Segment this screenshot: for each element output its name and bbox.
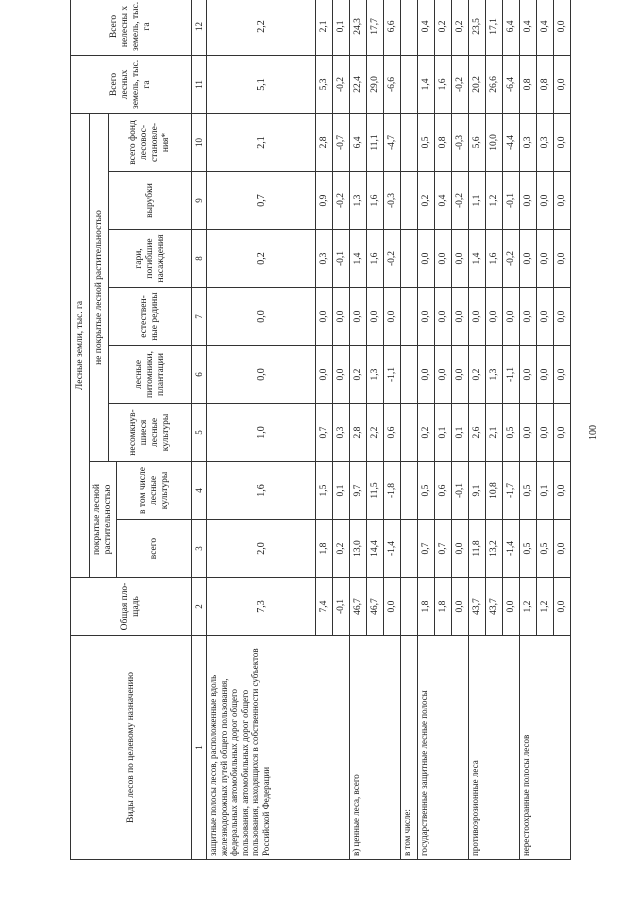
table-cell: 0,0 [418, 288, 435, 346]
table-cell: -0,2 [384, 230, 401, 288]
header-total: всего [117, 520, 192, 578]
table-body [207, 0, 571, 860]
table-cell: 2,1 [486, 404, 503, 462]
table-cell: 1,6 [367, 172, 384, 230]
table-cell: 0,7 [207, 172, 316, 230]
table-cell: -6,4 [503, 55, 520, 113]
table-cell: 6,4 [503, 0, 520, 55]
table-row [418, 0, 435, 860]
table-cell: 1,2 [486, 172, 503, 230]
table-cell: 0,5 [503, 404, 520, 462]
table-cell: 0,0 [435, 230, 452, 288]
table-cell: 0,0 [207, 346, 316, 404]
table-cell: 0,7 [316, 404, 333, 462]
table-cell: 10,8 [486, 462, 503, 520]
page-number: 100 [588, 425, 599, 440]
table-cell: 0,0 [554, 578, 571, 636]
table-cell: 11,5 [367, 462, 384, 520]
table-cell: 1,4 [350, 230, 367, 288]
table-cell: 0,0 [418, 230, 435, 288]
table-cell: 0,8 [520, 55, 537, 113]
table-cell: 0,3 [537, 113, 554, 171]
table-cell: 20,2 [469, 55, 486, 113]
table-cell: 0,9 [316, 172, 333, 230]
table-cell: 0,0 [384, 578, 401, 636]
table-cell: -0,3 [452, 113, 469, 171]
table-cell: 0,0 [503, 578, 520, 636]
table-cell: 0,0 [537, 288, 554, 346]
rotated-page [70, 0, 570, 860]
table-cell: 2,2 [207, 0, 316, 55]
table-cell: 1,3 [486, 346, 503, 404]
table-cell: 1,6 [207, 462, 316, 520]
table-cell: 0,0 [520, 230, 537, 288]
table-cell: 0,0 [554, 404, 571, 462]
table-cell: -0,2 [452, 55, 469, 113]
table-cell: 0,0 [486, 288, 503, 346]
table-cell: 1,6 [435, 55, 452, 113]
header-total-forest-lands: Всего лесных земель, тыс. га [71, 55, 192, 113]
empty-cell [401, 172, 418, 230]
empty-cell [401, 346, 418, 404]
table-cell: 0,0 [554, 113, 571, 171]
table-cell: 0,2 [207, 230, 316, 288]
table-cell: 13,0 [350, 520, 367, 578]
table-cell: -1,1 [503, 346, 520, 404]
table-cell: 0,2 [333, 520, 350, 578]
table-cell: 14,4 [367, 520, 384, 578]
table-cell: 0,0 [452, 520, 469, 578]
header-unclosed: несомкнув-шиеся лесные культуры [109, 404, 192, 462]
table-cell: 29,0 [367, 55, 384, 113]
empty-cell [401, 578, 418, 636]
table-cell: 0,0 [554, 462, 571, 520]
col-number: 2 [192, 578, 207, 636]
table-cell: 0,0 [333, 288, 350, 346]
table-cell: 0,0 [520, 172, 537, 230]
header-kind: Виды лесов по целевому назначению [71, 636, 192, 860]
table-cell: -1,4 [384, 520, 401, 578]
empty-cell [401, 288, 418, 346]
table-cell: -0,1 [333, 230, 350, 288]
table-cell: 0,1 [452, 404, 469, 462]
table-cell: 0,0 [207, 288, 316, 346]
table-cell: 0,1 [333, 462, 350, 520]
table-cell: 0,0 [520, 404, 537, 462]
table-cell: 0,0 [554, 0, 571, 55]
table-cell: 0,0 [367, 288, 384, 346]
table-cell: 0,3 [333, 404, 350, 462]
header-burned: гари, погибшие насаждения [109, 230, 192, 288]
col-number: 9 [192, 172, 207, 230]
table-cell: -0,7 [333, 113, 350, 171]
table-cell: 0,0 [469, 288, 486, 346]
table-cell: 0,0 [520, 346, 537, 404]
header-forest-lands: Лесные земли, тыс. га [71, 113, 90, 577]
table-cell: 2,8 [350, 404, 367, 462]
row-label: в) ценные леса, всего [350, 636, 401, 860]
table-cell: 1,0 [207, 404, 316, 462]
table-cell: 0,6 [435, 462, 452, 520]
table-row [520, 0, 537, 860]
header-nurseries: лесные питомники, плантации [109, 346, 192, 404]
table-cell: 0,8 [435, 113, 452, 171]
table-cell: -1,1 [384, 346, 401, 404]
table-row [401, 0, 418, 860]
table-cell: 0,0 [333, 346, 350, 404]
table-cell: 0,0 [537, 230, 554, 288]
table-cell: -0,3 [384, 172, 401, 230]
table-cell: -1,8 [384, 462, 401, 520]
table-cell: 9,1 [469, 462, 486, 520]
table-cell: 0,4 [520, 0, 537, 55]
col-number: 5 [192, 404, 207, 462]
table-cell: 1,4 [469, 230, 486, 288]
table-cell: 0,0 [554, 55, 571, 113]
empty-cell [401, 0, 418, 55]
table-cell: 0,1 [435, 404, 452, 462]
table-cell: 2,0 [207, 520, 316, 578]
table-cell: -0,1 [452, 462, 469, 520]
table-cell: 2,8 [316, 113, 333, 171]
table-cell: 1,1 [469, 172, 486, 230]
table-cell: 2,1 [316, 0, 333, 55]
table-cell: 0,3 [316, 230, 333, 288]
table-cell: -0,1 [333, 578, 350, 636]
table-cell: 2,6 [469, 404, 486, 462]
table-cell: 0,0 [554, 288, 571, 346]
table-cell: 11,8 [469, 520, 486, 578]
table-cell: 46,7 [350, 578, 367, 636]
header-covered: покрытые лесной растительностью [90, 462, 117, 578]
table-cell: 5,3 [316, 55, 333, 113]
row-label: защитные полосы лесов, расположенные вдоль железнодорожных путей общего пользования, федеральных автомобильных дорог общего пользования, автомобильных дорог общего пользования, находящихся в собственности субъектов Российской Федерации [207, 636, 350, 860]
table-cell: 0,5 [520, 520, 537, 578]
table-cell: 6,6 [384, 0, 401, 55]
table-cell: 1,4 [418, 55, 435, 113]
table-cell: 0,0 [554, 172, 571, 230]
table-cell: 0,7 [435, 520, 452, 578]
table-cell: 46,7 [367, 578, 384, 636]
table-row [469, 0, 486, 860]
col-number: 6 [192, 346, 207, 404]
table-cell: 0,2 [435, 0, 452, 55]
table-cell: 0,2 [469, 346, 486, 404]
table-cell: 0,5 [418, 113, 435, 171]
table-cell: -0,2 [503, 230, 520, 288]
col-number: 8 [192, 230, 207, 288]
row-label: государственные защитные лесные полосы [418, 636, 469, 860]
table-cell: 0,4 [418, 0, 435, 55]
table-cell: 23,5 [469, 0, 486, 55]
table-cell: 0,2 [452, 0, 469, 55]
table-cell: 17,1 [486, 0, 503, 55]
table-cell: 1,2 [537, 578, 554, 636]
empty-cell [401, 404, 418, 462]
col-number: 7 [192, 288, 207, 346]
table-cell: 0,0 [554, 346, 571, 404]
table-cell: 0,0 [503, 288, 520, 346]
table-cell: 1,5 [316, 462, 333, 520]
table-cell: 9,7 [350, 462, 367, 520]
table-cell: -0,2 [333, 172, 350, 230]
table-row [350, 0, 367, 860]
header-fund-restore: всего фонд лесовос-становле-ния* [109, 113, 192, 171]
col-number: 1 [192, 636, 207, 860]
header-incl-cultures: в том числе лесные культуры [117, 462, 192, 520]
table-cell: 0,1 [333, 0, 350, 55]
table-cell: 0,0 [554, 230, 571, 288]
table-cell: 1,3 [350, 172, 367, 230]
table-cell: 7,4 [316, 578, 333, 636]
col-number: 3 [192, 520, 207, 578]
table-cell: 0,4 [537, 0, 554, 55]
table-cell: 0,5 [520, 462, 537, 520]
empty-cell [401, 462, 418, 520]
table-cell: -6,6 [384, 55, 401, 113]
header-total-area: Общая пло-щадь [71, 578, 192, 636]
forest-lands-table [70, 0, 571, 860]
table-cell: 0,0 [350, 288, 367, 346]
table-cell: 0,0 [537, 172, 554, 230]
table-cell: 0,4 [435, 172, 452, 230]
col-number: 10 [192, 113, 207, 171]
table-cell: 1,6 [367, 230, 384, 288]
table-cell: 0,3 [520, 113, 537, 171]
table-cell: 0,8 [537, 55, 554, 113]
table-cell: 1,2 [520, 578, 537, 636]
table-cell: 0,0 [316, 346, 333, 404]
table-cell: 0,2 [418, 404, 435, 462]
table-cell: -4,4 [503, 113, 520, 171]
table-cell: -4,7 [384, 113, 401, 171]
table-cell: 1,8 [316, 520, 333, 578]
table-cell: 0,0 [452, 578, 469, 636]
table-cell: 2,2 [367, 404, 384, 462]
table-cell: 0,0 [452, 230, 469, 288]
table-cell: 0,0 [452, 288, 469, 346]
header-clearings: вырубки [109, 172, 192, 230]
table-cell: -0,2 [452, 172, 469, 230]
table-cell: 0,2 [350, 346, 367, 404]
table-cell: 43,7 [469, 578, 486, 636]
table-cell: 7,3 [207, 578, 316, 636]
col-number: 12 [192, 0, 207, 55]
empty-cell [401, 55, 418, 113]
table-cell: 17,7 [367, 0, 384, 55]
table-cell: 13,2 [486, 520, 503, 578]
table-cell: 11,1 [367, 113, 384, 171]
row-label: противоэрозионные леса [469, 636, 520, 860]
table-cell: 0,6 [384, 404, 401, 462]
table-cell: 0,0 [452, 346, 469, 404]
col-number: 4 [192, 462, 207, 520]
table-cell: 1,3 [367, 346, 384, 404]
column-number-row [192, 0, 207, 860]
table-cell: 26,6 [486, 55, 503, 113]
table-cell: -0,2 [333, 55, 350, 113]
table-cell: 6,4 [350, 113, 367, 171]
table-cell: 5,6 [469, 113, 486, 171]
table-cell: 1,8 [435, 578, 452, 636]
table-cell: 2,1 [207, 113, 316, 171]
empty-cell [401, 113, 418, 171]
table-cell: 0,0 [384, 288, 401, 346]
row-label: нерестоохранные полосы лесов [520, 636, 571, 860]
empty-cell [401, 520, 418, 578]
table-cell: 0,5 [418, 462, 435, 520]
col-number: 11 [192, 55, 207, 113]
table-cell: 1,8 [418, 578, 435, 636]
table-cell: 0,0 [537, 346, 554, 404]
table-cell: 43,7 [486, 578, 503, 636]
table-cell: 10,0 [486, 113, 503, 171]
table-cell: 0,5 [537, 520, 554, 578]
table-cell: 0,0 [554, 520, 571, 578]
table-cell: 0,0 [537, 404, 554, 462]
empty-cell [401, 230, 418, 288]
table-cell: -1,7 [503, 462, 520, 520]
table-cell: 1,6 [486, 230, 503, 288]
table-cell: 24,3 [350, 0, 367, 55]
header-total-nonforest: Всего нелесны х земель, тыс. га [71, 0, 192, 55]
table-cell: 0,7 [418, 520, 435, 578]
header-natural-sparse: естествен-ные редины [109, 288, 192, 346]
table-cell: 5,1 [207, 55, 316, 113]
table-row [207, 0, 316, 860]
table-cell: 0,2 [418, 172, 435, 230]
table-cell: -0,1 [503, 172, 520, 230]
table-cell: 0,0 [418, 346, 435, 404]
table-cell: -1,4 [503, 520, 520, 578]
table-cell: 0,0 [435, 288, 452, 346]
row-label: в том числе: [401, 636, 418, 860]
table-cell: 22,4 [350, 55, 367, 113]
table-cell: 0,0 [316, 288, 333, 346]
table-cell: 0,0 [520, 288, 537, 346]
header-not-covered: не покрытые лесной растительностью [90, 113, 109, 461]
table-cell: 0,0 [435, 346, 452, 404]
table-cell: 0,1 [537, 462, 554, 520]
